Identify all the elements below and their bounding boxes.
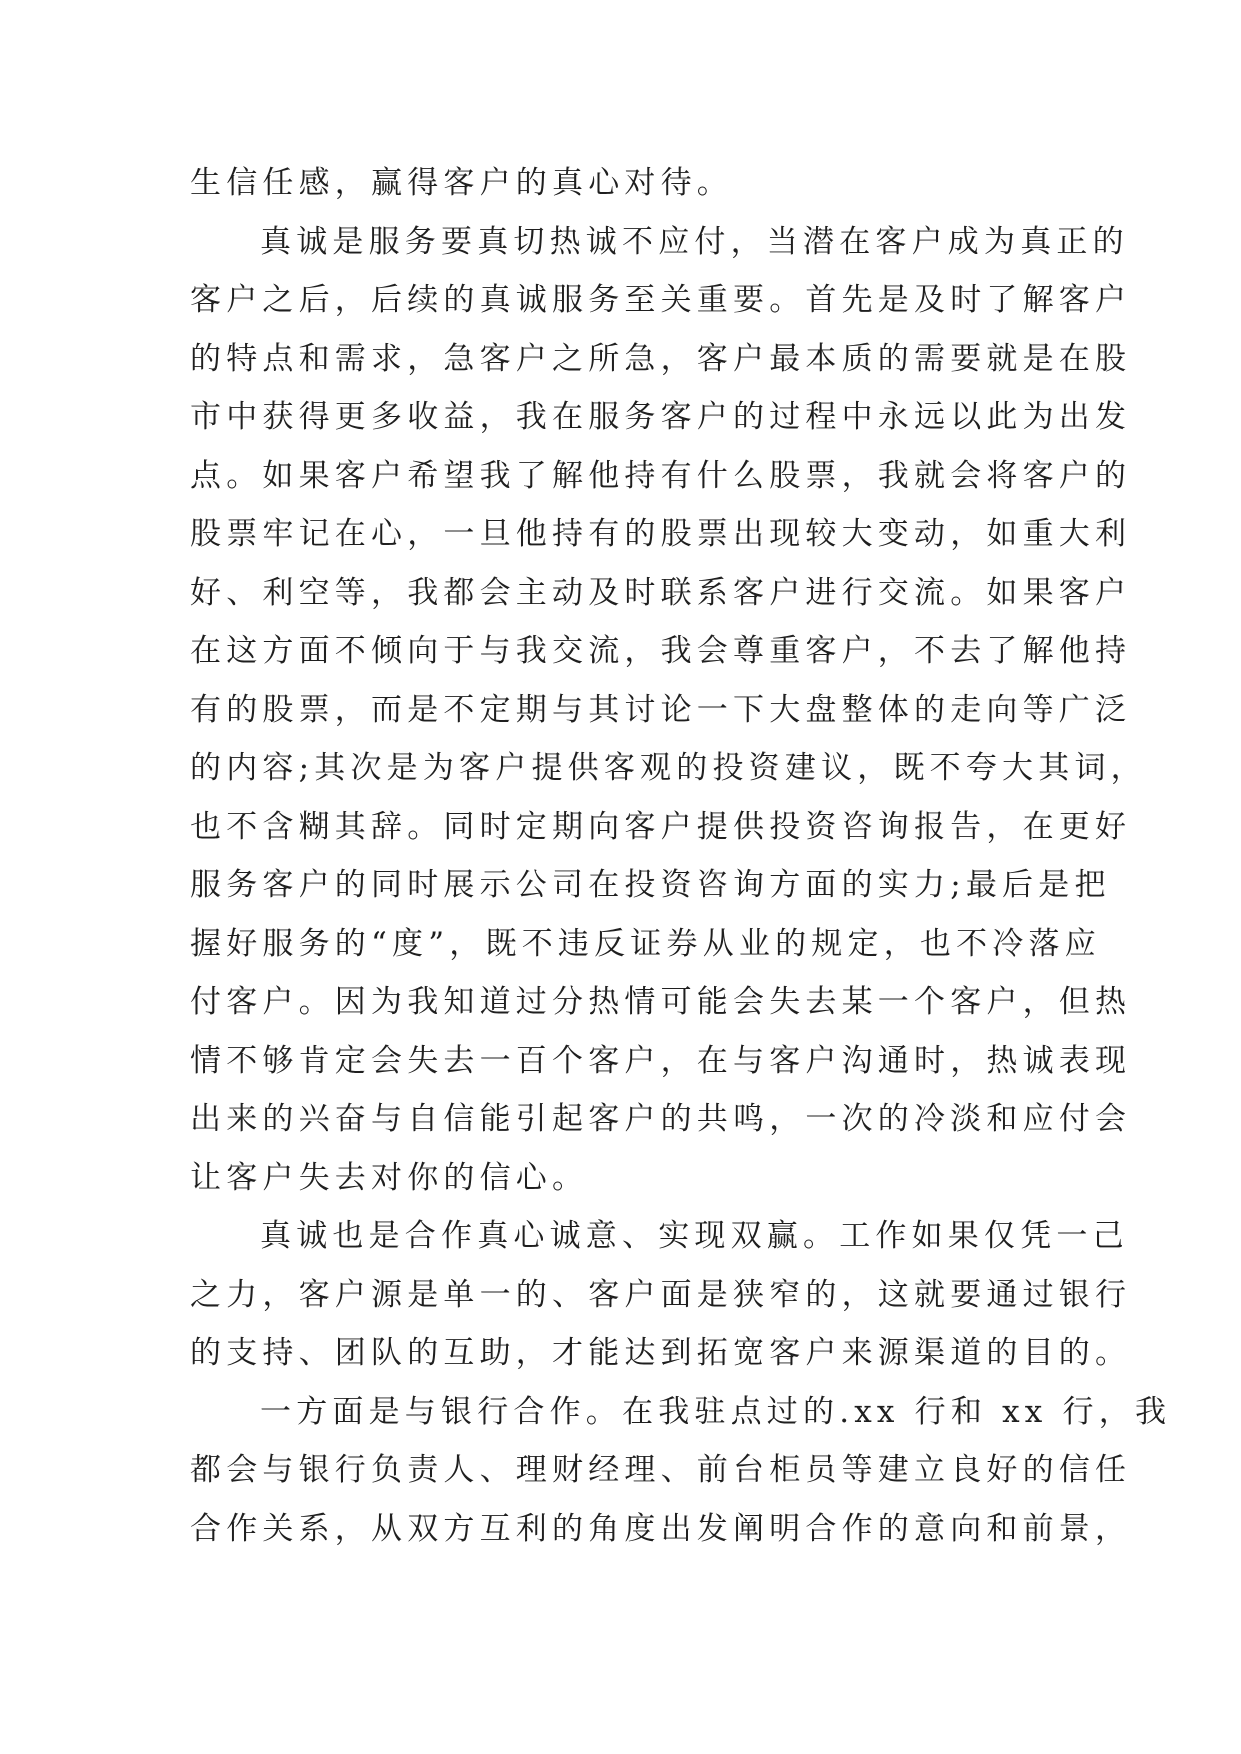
paragraph-start-line: 真诚也是合作真心诚意、实现双赢。工作如果仅凭一己 (260, 1218, 1129, 1254)
paragraph-start-line: 一方面是与银行合作。在我驻点过的.xx 行和 xx 行，我 (260, 1393, 1172, 1430)
text-line: 让客户失去对你的信心。 (190, 1159, 589, 1196)
text-line: 市中获得更多收益，我在服务客户的过程中永远以此为出发 (190, 399, 1132, 435)
text-line: 在这方面不倾向于与我交流，我会尊重客户，不去了解他持 (190, 633, 1132, 669)
paragraph-start-line: 真诚是服务要真切热诚不应付，当潜在客户成为真正的 (260, 223, 1129, 260)
text-line: 服务客户的同时展示公司在投资咨询方面的实力;最后是把 (190, 867, 1111, 903)
text-line: 握好服务的“度”，既不违反证券从业的规定，也不冷落应 (190, 925, 1101, 962)
text-line: 都会与银行负责人、理财经理、前台柜员等建立良好的信任 (190, 1452, 1132, 1488)
text-line: 之力，客户源是单一的、客户面是狭窄的，这就要通过银行 (190, 1276, 1132, 1313)
text-line: 的内容;其次是为客户提供客观的投资建议，既不夸大其词， (190, 750, 1147, 786)
text-line: 的支持、团队的互助，才能达到拓宽客户来源渠道的目的。 (190, 1335, 1132, 1371)
text-line: 好、利空等，我都会主动及时联系客户进行交流。如果客户 (190, 574, 1132, 611)
text-line: 情不够肯定会失去一百个客户，在与客户沟通时，热诚表现 (190, 1042, 1132, 1079)
text-line: 出来的兴奋与自信能引起客户的共鸣，一次的冷淡和应付会 (190, 1101, 1132, 1137)
text-line: 付客户。因为我知道过分热情可能会失去某一个客户，但热 (190, 984, 1132, 1020)
text-line: 客户之后，后续的真诚服务至关重要。首先是及时了解客户 (190, 282, 1132, 318)
text-line: 股票牢记在心，一旦他持有的股票出现较大变动，如重大利 (190, 516, 1132, 552)
text-line: 生信任感，赢得客户的真心对待。 (190, 165, 733, 201)
text-line: 合作关系，从双方互利的角度出发阐明合作的意向和前景， (190, 1510, 1132, 1547)
body-text (190, 154, 1172, 1558)
text-line: 的特点和需求，急客户之所急，客户最本质的需要就是在股 (190, 340, 1132, 377)
text-line: 也不含糊其辞。同时定期向客户提供投资咨询报告，在更好 (190, 808, 1132, 845)
text-line: 点。如果客户希望我了解他持有什么股票，我就会将客户的 (190, 457, 1132, 494)
text-line: 有的股票，而是不定期与其讨论一下大盘整体的走向等广泛 (190, 691, 1132, 728)
